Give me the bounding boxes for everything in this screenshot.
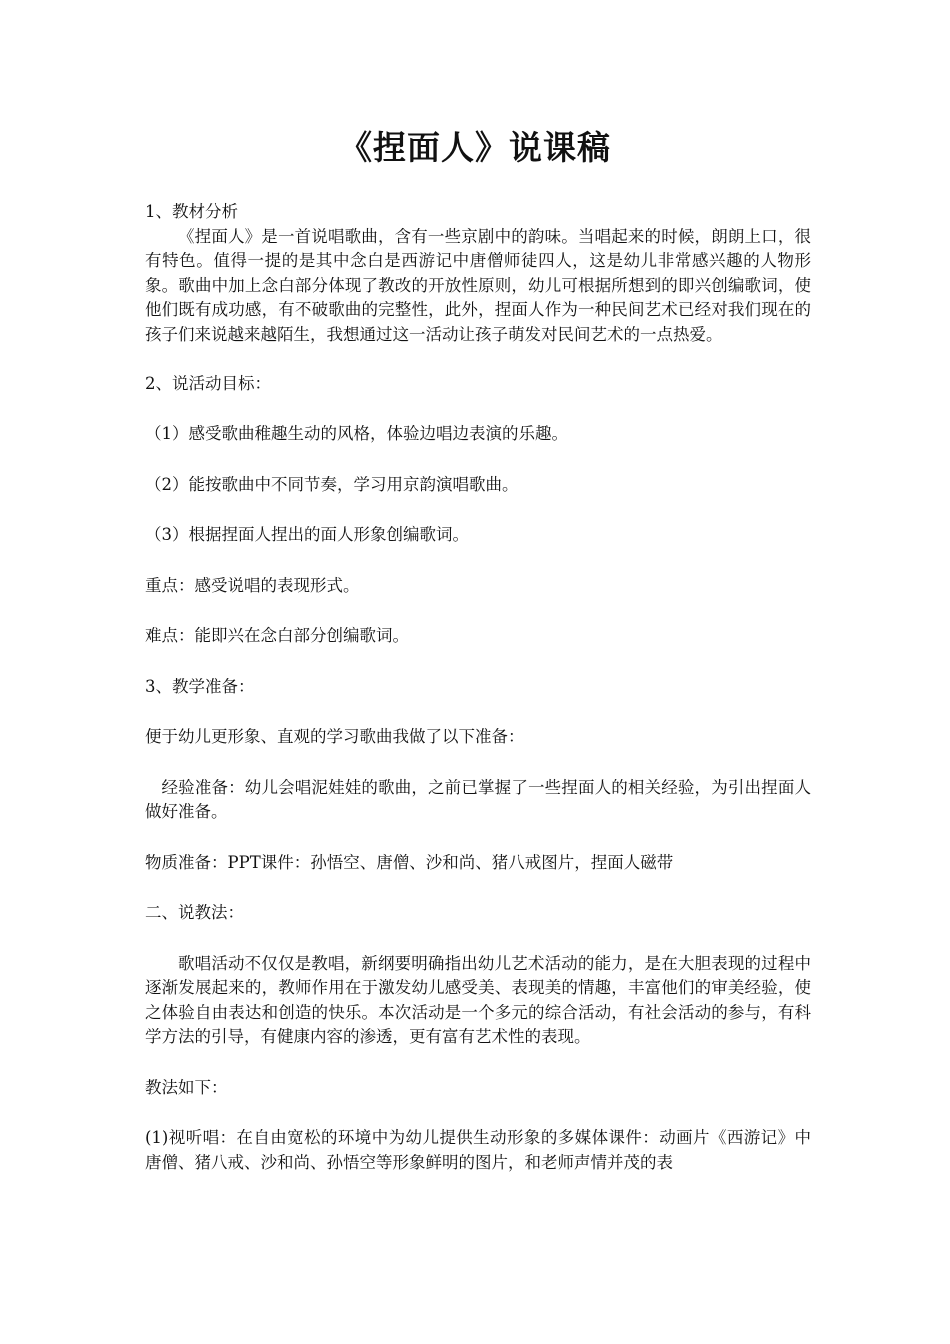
objective-item: （1）感受歌曲稚趣生动的风格，体验边唱边表演的乐趣。 [145,424,568,443]
body-paragraph: 《捏面人》是一首说唱歌曲，含有一些京剧中的韵味。当唱起来的时候，朗朗上口，很有特色。值得一提的是其中念白是西游记中唐僧师徒四人，这是幼儿非常感兴趣的人物形象。歌曲中加上念白部分体现了教改的开放性原则，幼儿可根据所想到的即兴创编歌词，使他们既有成功感，有不破歌曲的完整性，此外，捏面人作为一种民间艺术已经对我们现在的孩子们来说越来越陌生，我想通过这一活动让孩子萌发对民间艺术的一点热爱。 [145,226,811,344]
document-title: 《捏面人》说课稿 [339,128,611,167]
body-paragraph: 便于幼儿更形象、直观的学习歌曲我做了以下准备： [145,727,525,746]
section-heading: 3、教学准备： [145,676,255,696]
section-heading: 1、教材分析 [145,202,238,221]
difficulty-point: 难点：能即兴在念白部分创编歌词。 [145,626,409,645]
body-paragraph: 教法如下： [145,1077,228,1097]
body-paragraph: 物质准备：PPT课件：孙悟空、唐僧、沙和尚、猪八戒图片，捏面人磁带 [145,852,674,872]
section-heading: 二、说教法： [145,903,244,922]
objective-item: （2）能按歌曲中不同节奏，学习用京韵演唱歌曲。 [145,474,519,494]
document-body [145,200,811,1175]
body-paragraph: 歌唱活动不仅仅是教唱，新纲要明确指出幼儿艺术活动的能力，是在大胆表现的过程中逐渐发展起来的，教师作用在于激发幼儿感受美、表现美的情趣，丰富他们的审美经验，使之体验自由表达和创造的快乐。本次活动是一个多元的综合活动，有社会活动的参与，有科学方法的引导，有健康内容的渗透，更有富有艺术性的表现。 [145,953,811,1046]
body-paragraph: (1)视听唱：在自由宽松的环境中为幼儿提供生动形象的多媒体课件：动画片《西游记》中唐僧、猪八戒、沙和尚、孙悟空等形象鲜明的图片，和老师声情并茂的表 [145,1128,811,1172]
objective-item: （3）根据捏面人捏出的面人形象创编歌词。 [145,525,469,544]
key-point: 重点：感受说唱的表现形式。 [145,575,360,595]
body-paragraph: 经验准备：幼儿会唱泥娃娃的歌曲，之前已掌握了一些捏面人的相关经验，为引出捏面人做好准备。 [145,777,811,821]
section-heading: 2、说活动目标： [145,373,271,393]
